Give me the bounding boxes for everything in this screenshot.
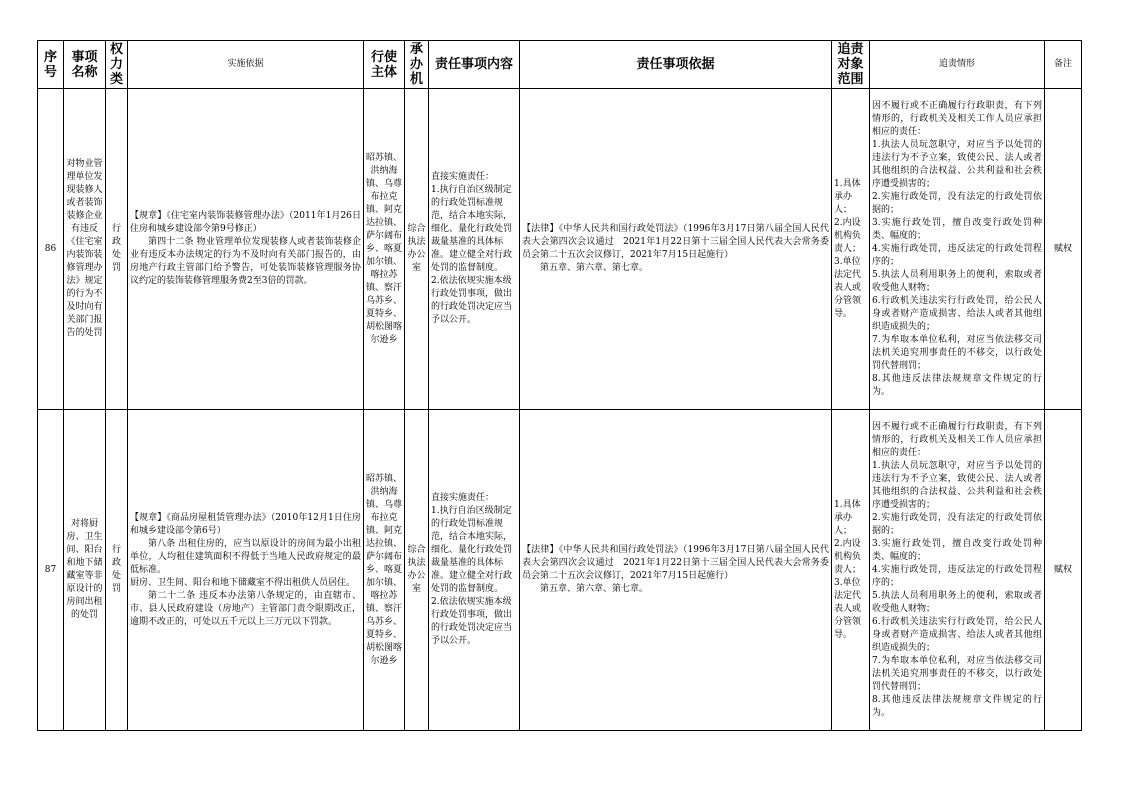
- cell-resp-content: [429, 89, 520, 410]
- cell-account-situation: [870, 89, 1045, 410]
- cell-remark: 赋权: [1045, 89, 1082, 410]
- basis-line: 第八条 出租住房的，应当以原设计的房间为最小出租单位，人均租住建筑面积不得低于当地人民政府规定的最低标准。: [130, 538, 361, 575]
- header-resp-basis: 责任事项依据: [520, 41, 832, 89]
- cell-power-type: 行政处罚: [106, 410, 128, 731]
- cell-resp-content: [429, 410, 520, 731]
- account-target-line: 1.具体承办人；: [834, 178, 861, 215]
- basis-line: 第四十二条 物业管理单位发现装修人或者装饰装修企业有违反本办法规定的行为不及时向有关部门报告的，由房地产行政主管部门给予警告，可处装饰装修管理服务协议约定的装饰装修管理服务费2至3倍的罚款。: [130, 237, 361, 286]
- situation-line: 6.行政机关违法实行行政处罚，给公民人身或者财产造成损害、给法人或者其他组织造成损失的；: [872, 616, 1042, 653]
- cell-undertaker: 综合执法办公室: [405, 410, 429, 731]
- header-undertaker: 承办机: [405, 41, 429, 89]
- header-basis: 实施依据: [128, 41, 364, 89]
- situation-line: 1.执法人员玩忽职守，对应当予以处罚的违法行为不予立案，致使公民、法人或者其他组织的合法权益、公共利益和社会秩序遭受损害的；: [872, 460, 1042, 510]
- header-seq: 序号: [38, 41, 64, 89]
- cell-account-situation: [870, 410, 1045, 731]
- cell-name: 对物业管理单位发现装修人或者装饰装修企业有违反《住宅室内装饰装修管理办法》规定的行为不及时向有关部门报告的处罚: [64, 89, 106, 410]
- cell-remark: 赋权: [1045, 410, 1082, 731]
- basis-line: 厨房、卫生间、阳台和地下储藏室不得出租供人员居住。: [130, 577, 356, 588]
- resp-content-line: 2.依法依规实施本级行政处罚事项，做出的行政处罚决定应当予以公开。: [431, 276, 513, 325]
- situation-line: 因不履行或不正确履行行政职责，有下列情形的，行政机关及相关工作人员应承担相应的责任：: [872, 421, 1042, 458]
- header-power-type: 权力类: [106, 41, 128, 89]
- resp-content-line: 2.依法依规实施本级行政处罚事项，做出的行政处罚决定应当予以公开。: [431, 597, 513, 646]
- resp-basis-line: 第五章、第六章、第七章。: [540, 263, 649, 273]
- account-target-line: 2.内设机构负责人；: [834, 217, 862, 254]
- table-row: [38, 410, 1082, 731]
- resp-content-line: 直接实施责任：: [431, 493, 495, 503]
- cell-power-type: 行政处罚: [106, 89, 128, 410]
- basis-line: 【规章】《商品房屋租赁管理办法》（2010年12月1日住房和城乡建设部令第6号）: [130, 512, 361, 536]
- cell-basis: [128, 410, 364, 731]
- responsibility-table: [37, 40, 1082, 731]
- cell-name: 对将厨房、卫生间、阳台和地下储藏室等非原设计的房间出租的处罚: [64, 410, 106, 731]
- situation-line: 因不履行或不正确履行行政职责，有下列情形的，行政机关及相关工作人员应承担相应的责任：: [872, 100, 1042, 137]
- situation-line: 4.实施行政处罚，违反法定的行政处罚程序的；: [872, 243, 1042, 267]
- situation-line: 8.其他违反法律法规规章文件规定的行为。: [872, 694, 1042, 718]
- cell-resp-basis: [520, 89, 832, 410]
- situation-line: 2.实施行政处罚，没有法定的行政处罚依据的；: [872, 191, 1042, 215]
- account-target-line: 3.单位法定代表人或分管领导。: [834, 577, 862, 640]
- header-row: [38, 41, 1082, 89]
- resp-basis-line: 第五章、第六章、第七章。: [540, 584, 649, 594]
- cell-account-target: [832, 89, 870, 410]
- resp-content-line: 1.执行自治区级制定的行政处罚标准规范，结合本地实际，细化、量化行政处罚裁量基准的具体标准。建立健全对行政处罚的监督制度。: [431, 506, 513, 594]
- header-resp-content: 责任事项内容: [429, 41, 520, 89]
- cell-resp-basis: [520, 410, 832, 731]
- header-account-situation: 追责情形: [870, 41, 1045, 89]
- table-row: [38, 89, 1082, 410]
- resp-basis-line: 【法律】《中华人民共和国行政处罚法》（1996年3月17日第八届全国人民代表大会第四次会议通过 2021年1月22日第十三届全国人民代表大会常务委员会第二十五次会议修订，2021年7月15日起施行）: [522, 224, 829, 260]
- situation-line: 4.实施行政处罚，违反法定的行政处罚程序的；: [872, 564, 1042, 588]
- situation-line: 5.执法人员利用职务上的便利，索取或者收受他人财物；: [872, 590, 1042, 614]
- basis-line: 第二十二条 违反本办法第八条规定的，由直辖市、市、县人民政府建设（房地产）主管部门责令限期改正，逾期不改正的，可处以五千元以上三万元以下罚款。: [130, 590, 361, 627]
- situation-line: 6.行政机关违法实行行政处罚，给公民人身或者财产造成损害、给法人或者其他组织造成损失的；: [872, 295, 1042, 332]
- cell-seq: 86: [38, 89, 64, 410]
- situation-line: 8.其他违反法律法规规章文件规定的行为。: [872, 373, 1042, 397]
- cell-basis: [128, 89, 364, 410]
- cell-undertaker: 综合执法办公室: [405, 89, 429, 410]
- cell-subject: 昭苏镇、洪纳海镇、乌尊布拉克镇、阿克达拉镇、萨尔阔布乡、喀夏加尔镇、喀拉苏镇、察汗乌苏乡、夏特乡、胡松图喀尔逊乡: [364, 89, 405, 410]
- situation-line: 2.实施行政处罚，没有法定的行政处罚依据的；: [872, 512, 1042, 536]
- situation-line: 7.为牟取本单位私利，对应当依法移交司法机关追究刑事责任的不移交，以行政处罚代替刑罚；: [872, 655, 1042, 692]
- resp-content-line: 直接实施责任：: [431, 172, 495, 182]
- basis-line: 【规章】《住宅室内装饰装修管理办法》（2011年1月26日住房和城乡建设部令第9号修正）: [130, 211, 361, 234]
- situation-line: 1.执法人员玩忽职守，对应当予以处罚的违法行为不予立案，致使公民、法人或者其他组织的合法权益、公共利益和社会秩序遭受损害的；: [872, 139, 1042, 189]
- cell-account-target: [832, 410, 870, 731]
- situation-line: 5.执法人员利用职务上的便利，索取或者收受他人财物；: [872, 269, 1042, 293]
- situation-line: 3.实施行政处罚，擅自改变行政处罚种类、幅度的；: [872, 538, 1042, 562]
- header-remark: 备注: [1045, 41, 1082, 89]
- situation-line: 7.为牟取本单位私利，对应当依法移交司法机关追究刑事责任的不移交，以行政处罚代替刑罚；: [872, 334, 1042, 371]
- resp-content-line: 1.执行自治区级制定的行政处罚标准规范，结合本地实际，细化、量化行政处罚裁量基准的具体标准。建立健全对行政处罚的监督制度。: [431, 185, 513, 273]
- header-subject: 行使主体: [364, 41, 405, 89]
- header-account-target: 追责对象范围: [832, 41, 870, 89]
- account-target-line: 3.单位法定代表人或分管领导。: [834, 256, 862, 319]
- situation-line: 3.实施行政处罚，擅自改变行政处罚种类、幅度的；: [872, 217, 1042, 241]
- header-name: 事项名称: [64, 41, 106, 89]
- account-target-line: 2.内设机构负责人；: [834, 538, 862, 575]
- resp-basis-line: 【法律】《中华人民共和国行政处罚法》（1996年3月17日第八届全国人民代表大会第四次会议通过 2021年1月22日第十三届全国人民代表大会常务委员会第二十五次会议修订，2021年7月15日起施行）: [522, 545, 829, 581]
- cell-seq: 87: [38, 410, 64, 731]
- account-target-line: 1.具体承办人；: [834, 499, 861, 536]
- cell-subject: 昭苏镇、洪纳海镇、乌尊布拉克镇、阿克达拉镇、萨尔阔布乡、喀夏加尔镇、喀拉苏镇、察汗乌苏乡、夏特乡、胡松图喀尔逊乡: [364, 410, 405, 731]
